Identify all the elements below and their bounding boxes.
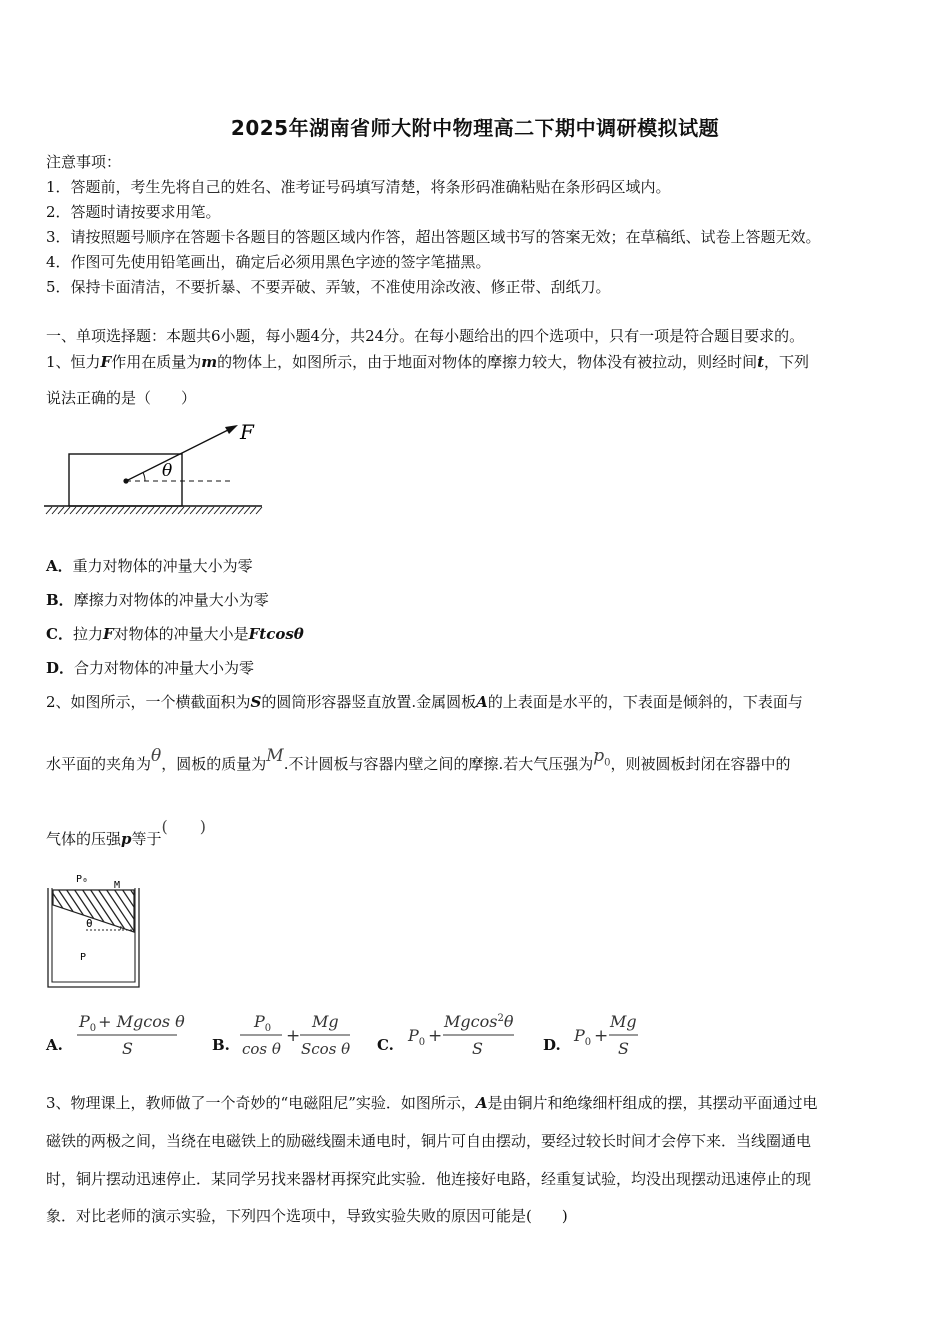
q3-stem-line2: 磁铁的两极之间，当绕在电磁铁上的励磁线圈未通电时，铜片可自由摆动，要经过较长时间才会停下来．当线圈通电 [46,1132,812,1150]
q2-option-d-denominator: S [618,1039,629,1058]
plus-sign: + [594,1026,609,1046]
q3-stem-line4: 象．对比老师的演示实验，下列四个选项中，导致实验失败的原因可能是( ) [46,1207,568,1225]
ground-hatch [46,507,262,514]
q2-mass: M [266,746,284,766]
q2-option-d-numerator: Mg [610,1012,637,1031]
q1-var-t: t [757,353,765,371]
q2-theta: θ [151,746,162,766]
q2-option-c-lead: $P_0$ [408,1026,426,1048]
notice-heading: 注意事项： [46,153,122,171]
q1-option-d: D．合力对物体的冲量大小为零 [46,659,255,677]
notice-item-5: 5．保持卡面清洁，不要折暴、不要弄破、弄皱，不准使用涂改液、修正带、刮纸刀。 [46,278,611,296]
q1-text-b: 作用在质量为 [111,353,202,371]
q2-stem-line2: 水平面的夹角为θ，圆板的质量为M.不计圆板与容器内壁之间的摩擦.若大气压强为$p_0$，则被圆板封闭在容器中的 [46,746,791,773]
notice-item-2: 2．答题时请按要求用笔。 [46,203,221,221]
q2-option-a-numerator: $P_0 + Mgcos$ θ [79,1012,185,1034]
q2-stem-line1: 2、如图所示，一个横截面积为S的圆筒形容器竖直放置.金属圆板A的上表面是水平的，下表面是倾斜的，下表面与 [46,693,803,711]
svg-text:B.: B. [212,1036,230,1054]
angle-arc [143,473,145,482]
q1-option-b: B．摩擦力对物体的冲量大小为零 [46,591,269,609]
q2-options [44,1008,654,1060]
svg-text:C.: C. [377,1036,394,1054]
q2-option-b-f2-denominator: Scos θ [301,1040,351,1058]
q1-var-F: F [100,353,112,371]
plus-sign: + [286,1026,301,1046]
notice-item-4: 4．作图可先使用铅笔画出，确定后必须用黑色字迹的签字笔描黑。 [46,253,491,271]
arrow-head-icon [225,425,238,434]
q2-option-b-f2-numerator: Mg [312,1012,339,1031]
q1-option-a: A．重力对物体的冲量大小为零 [46,557,253,575]
q3-stem-line3: 时，铜片摆动迅速停止．某同学另找来器材再探究此实验．他连接好电路，经重复试验，均没出现摆动迅速停止的现 [46,1170,812,1188]
q2-option-a [45,1012,185,1058]
q1-text-a: 1、恒力 [46,353,101,371]
q2-option-a-denominator: S [122,1039,133,1058]
p0-label: P₀ [76,874,89,885]
svg-text:A.: A. [46,1036,63,1054]
q1-stem-line1 [46,352,809,372]
p-label: P [80,952,87,963]
q2-option-d [543,1012,638,1058]
force-label: F [240,420,254,444]
q1-option-c-formula: Ftcosθ [248,625,304,643]
theta-label: θ [86,917,93,930]
page-title: 2025年湖南省师大附中物理高二下期中调研模拟试题 [230,116,720,140]
q1-text-d: ，下列 [764,353,810,371]
svg-text:D.: D. [543,1036,561,1054]
q1-figure [44,418,274,522]
q1-var-m: m [201,353,218,371]
notice-item-1: 1．答题前，考生先将自己的姓名、准考证号码填写清楚，将条形码准确粘贴在条形码区域内。 [46,178,671,196]
q2-figure [44,870,144,990]
q2-p0: $p_0$ [593,746,611,769]
q2-option-c-denominator: S [472,1039,483,1058]
q2-option-b [212,1012,350,1058]
q1-text-c: 的物体上，如图所示，由于地面对物体的摩擦力较大，物体没有被拉动，则经时间 [217,353,758,371]
angle-label: θ [162,461,173,481]
q2-option-d-lead: $P_0$ [574,1026,592,1048]
q3-stem-line1: 3、物理课上，教师做了一个奇妙的“电磁阻尼”实验．如图所示，A是由铜片和绝缘细杆组成的摆，其摆动平面通过电 [46,1094,818,1112]
notice-item-3: 3．请按照题号顺序在答题卡各题目的答题区域内作答，超出答题区域书写的答案无效；在草稿纸、试卷上答题无效。 [46,228,821,246]
q2-option-c-numerator: Mgcos$^2$θ [444,1012,514,1031]
q2-stem-line3: 气体的压强p等于( ) [46,817,207,848]
q2-option-c [377,1012,514,1058]
q1-stem-line2: 说法正确的是（ ） [46,389,197,407]
m-label: M [114,880,121,891]
q1-option-c: C．拉力F对物体的冲量大小是Ftcosθ [46,625,304,643]
q2-option-b-f1-numerator: $P_0$ [254,1012,272,1034]
plate-hatch [44,880,164,940]
section-heading: 一、单项选择题：本题共6小题，每小题4分，共24分。在每小题给出的四个选项中，只有一项是符合题目要求的。 [46,327,805,345]
q2-answer-paren: ( ) [161,817,207,836]
q2-option-b-f1-denominator: cos θ [242,1040,281,1058]
plus-sign: + [428,1026,443,1046]
